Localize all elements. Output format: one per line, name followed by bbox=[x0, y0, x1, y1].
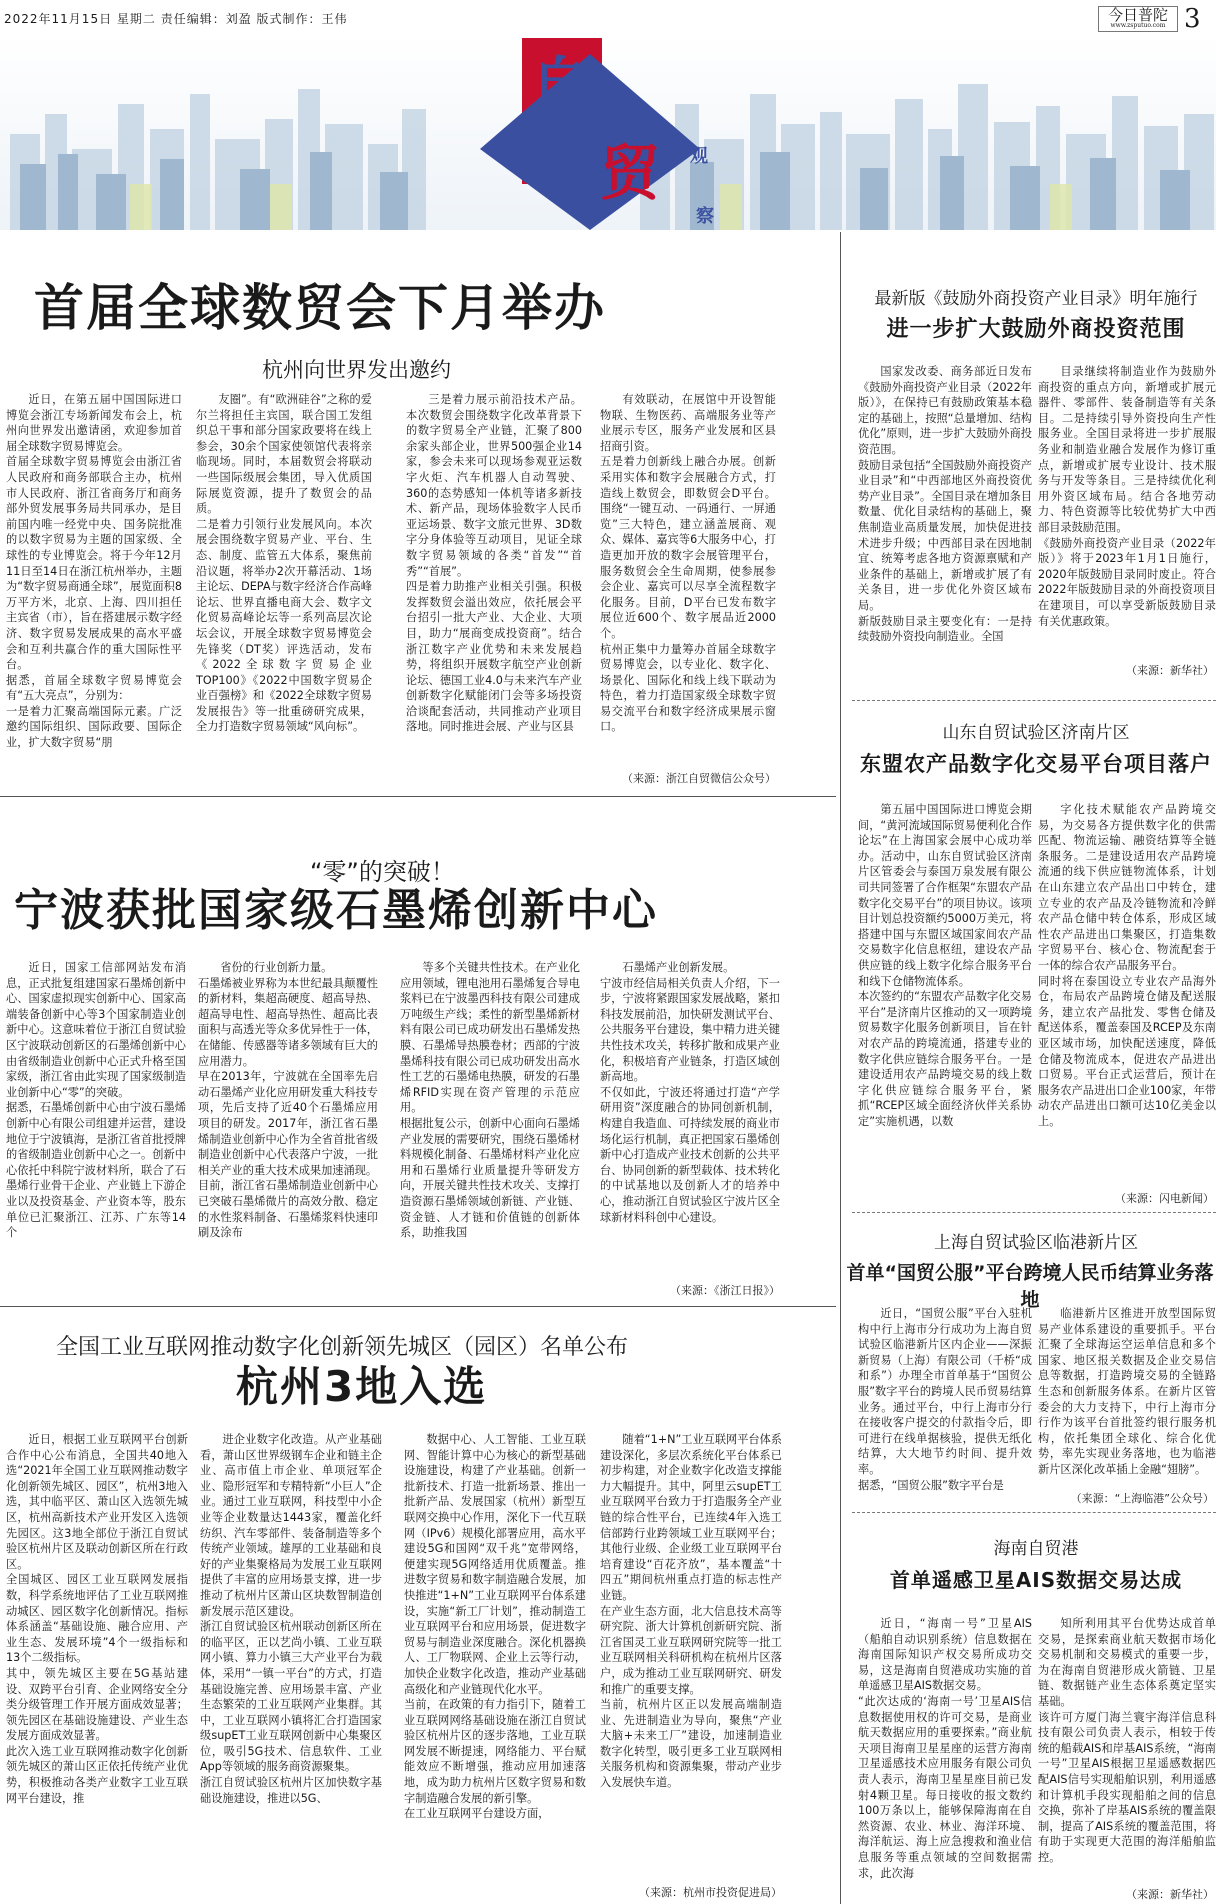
kicker-side1: 最新版《鼓励外商投资产业目录》明年施行 bbox=[874, 289, 1198, 309]
headline-side1: 进一步扩大鼓励外商投资范围 bbox=[886, 317, 1186, 342]
headline-article2: 宁波获批国家级石墨烯创新中心 bbox=[14, 885, 658, 936]
divider bbox=[0, 796, 836, 797]
side3-source: （来源：“上海临港”公众号） bbox=[1070, 1492, 1214, 1505]
article1-col-2: 友圈”。有“欧洲硅谷”之称的爱尔兰将担任主宾国，联合国工发组织总干事和部分国家政要将在线上参会，30余个国家使领馆代表将亲临现场。同时，本届数贸会将联动一些国际级展会集团，导入优质国际展览资源，提升了数贸会的品质。 二是着力引领行业发展风向。本次展会围绕数字贸易产业、平台、生态、制度、监管五大体系，聚焦前沿议题，将举办2次开幕活动、1场主论坛、DEPA与数字经济合作高峰论坛、世界直播电商大会、数字文化贸易高峰论坛等一系列高层次论坛会议，开展全球数字贸易博览会先锋奖（DT奖）评选活动，发布《2022全球数字贸易企业TOP100》《2022中国数字贸易企业百强榜》和《2022全球数字贸易发展报告》等一批重磅研究成果，全力打造数字贸易领域“风向标”。 bbox=[196, 393, 372, 734]
banner-skyline bbox=[0, 34, 1216, 230]
divider bbox=[852, 700, 1216, 701]
article1-source: （来源：浙江自贸微信公众号） bbox=[622, 772, 776, 785]
article3-col-3: 数据中心、人工智能、工业互联网、智能计算中心为核心的新型基础设施建设，构建了产业基础。创新一批新技术、打造一批新场景、推出一批新产品、发展国家（杭州）新型互联网交换中心作用，深化下一代互联网（IPv6）规模化部署应用，高水平建设5G和国网“双千兆”宽带网络，便建实现5G网络适用优质覆盖。推进数字贸易和数字制造融合发展，加快推进“1+N”工业互联网平台体系建设，实施“新工厂计划”，推动制造工业互联网平台和应用场景，促进数字贸易与制造业深度融合。深化机器换人、工厂物联网、企业上云等行动，加快企业数字化改造，推动产业基础高级化和产业链现代化水平。 当前，在政策的有力指引下，随着工业互联网网络基础设施在浙江自贸试验区杭州片区的逐步落地，工业互联网发展不断提速，网络能力、平台赋能效应不断增强，推动应用加速落地，成为助力杭州片区数字贸易和数字制造融合发展的新引擎。 在工业互联网平台建设方面， bbox=[404, 1433, 586, 1821]
headline-article1: 首届全球数贸会下月举办 bbox=[34, 279, 606, 337]
article2-col-3: 等多个关键共性技术。在产业化应用领域，锂电池用石墨烯复合导电浆料已在宁波墨西科技有限公司建成万吨级生产线；柔性的新型墨烯新材料有限公司已成功研发出石墨烯发热膜、石墨烯导热膜卷材；西部的宁波墨烯科技有限公司已成功研发出高水性工艺的石墨烯电热膜，研发的石墨烯RFID实现在资产管理的示范应用。 根据批复公示，创新中心面向石墨烯产业发展的需要研究，围绕石墨烯材料规模化制备、石墨烯材料产业化应用和石墨烯行业质量提升等研发方向，开展关键共性技术攻关、支撑打造资源石墨烯领域创新链、产业链、资金链、人才链和价值链的创新体系，助推我国 bbox=[400, 961, 580, 1240]
banner-char-1: 自 bbox=[530, 51, 590, 121]
article2-source: （来源：《浙江日报》） bbox=[670, 1284, 780, 1297]
banner-char-3: 观 bbox=[690, 146, 708, 167]
article1-col-1: 近日，在第五届中国国际进口博览会浙江专场新闻发布会上，杭州向世界发出邀请函，欢迎参加首届全球数字贸易博览会。 首届全球数字贸易博览会由浙江省人民政府和商务部联合主办，杭州市人民政府、浙江省商务厅和商务部外贸发展事务局共同承办，是目前国内唯一经党中央、国务院批准的以数字贸易为主题的国家级、全球性的专业博览会。将于今年12月11日至14日在浙江杭州举办，主题为“数字贸易商通全球”，展览面积8万平方米，北京、上海、四川担任主宾省（市），旨在搭建展示数字经济、数字贸易发展成果的高水平盛会和互利共赢合作的重大国际性平台。 据悉，首届全球数字贸易博览会有“五大亮点”，分别为： 一是着力汇聚高端国际元素。广泛邀约国际组织、国际政要、国际企业，扩大数字贸易“朋 bbox=[6, 393, 182, 750]
logo-text: 今日普陀 bbox=[1107, 6, 1168, 24]
headline-side2: 东盟农产品数字化交易平台项目落户 bbox=[860, 752, 1212, 776]
article2-col-1: 近日，国家工信部网站发布消息，正式批复组建国家石墨烯创新中心、国家虚拟现实创新中心、国家高端装备创新中心等3个国家制造业创新中心。这意味着位于浙江自贸试验区宁波联动创新区的石墨烯创新中心由省级制造业创新中心正式升格至国家级，浙江省由此实现了国家级制造业创新中心“零”的突破。 据悉，石墨烯创新中心由宁波石墨烯创新中心有限公司组建并运营，建设地位于宁波镇海，是浙江省首批授牌的省级制造业创新中心之一。创新中心依托中科院宁波材料所，联合了石墨烯行业骨干企业、产业链上下游企业以及投资基金、产业资本等，股东单位已汇聚浙江、江苏、广东等14个 bbox=[6, 961, 186, 1240]
kicker-side3: 上海自贸试验区临港新片区 bbox=[934, 1233, 1138, 1253]
article1-col-4: 有效联动，在展馆中开设智能物联、生物医药、高端服务业等产业展示专区，服务产业发展和区县招商引资。 五是着力创新线上融合办展。创新采用实体和数字会展融合方式，打造线上数贸会，即数贸会D平台。围绕“一键互动、一码通行、一屏通览”三大特色，建立涵盖展商、观众、媒体、嘉宾等6大服务中心，打造更加开放的数字会展管理平台，服务数贸会全生命周期，使参展参会企业、嘉宾可以尽享全流程数字化服务。目前，D平台已发布数字展位近600个、数字展品近2000个。 杭州正集中力量筹办首届全球数字贸易博览会，以专业化、数字化、场景化、国际化和线上线下联动为特色，着力打造国家级全球数字贸易交流平台和数字经济成果展示窗口。 bbox=[600, 393, 776, 734]
page-number: 3 bbox=[1184, 4, 1201, 34]
newspaper-logo bbox=[1098, 6, 1178, 32]
side4-col-1: 近日，“海南一号”卫星AIS（船舶自动识别系统）信息数据在海南国际知识产权交易所成功交易，这是海南自贸港成功实施的首单遥感卫星AIS数据交易。 “此次达成的‘海南一号’卫星AIS信息数据使用权的许可交易，是商业航天数据应用的重要探索。”商业航天项目海南卫星星座的运营方海南卫星遥感技术应用服务有限公司负责人表示，海南卫星星座目前已发射4颗卫星。每日接收的报文数约100万条以上，能够保障海南在自然资源、农业、林业、海洋环境、海洋航运、海上应急搜救和渔业信息服务等重点领域的空间数据需求，此次海 bbox=[858, 1617, 1032, 1880]
article2-col-2: 省份的行业创新力量。 石墨烯被业界称为本世纪最具颠覆性的新材料，集超高硬度、超高导热、超高导电性、超高导热性、超高比表面积与高透光等众多优异性于一体，在储能、传感器等诸多领域有巨大的应用潜力。 早在2013年，宁波就在全国率先启动石墨烯产业化应用研发重大科技专项，先后支持了近40个石墨烯应用项目的研发。2017年，浙江省石墨烯制造业创新中心作为全省首批省级制造业创新中心代表落户宁波，一批相关产业的重大技术成果加速涌现。 目前，浙江省石墨烯制造业创新中心已突破石墨烯微片的高效分散、稳定的水性浆料制备、石墨烯浆料快速印刷及涂布 bbox=[198, 961, 378, 1240]
side3-col-2: 临港新片区推进开放型国际贸易产业体系建设的重要抓手。平台汇聚了全球海运空运单信息和多个国家、地区报关数据及企业交易信息等数据，打造跨境交易的全链路生态和创新服务体系。在新片区管委会的大力支持下，中行上海市分行作为该平台首批签约银行服务机构，依托集团全球化、综合化优势，率先实现业务落地，也为临港新片区深化改革插上金融“翅膀”。 bbox=[1038, 1307, 1216, 1476]
side1-col-2: 目录继续将制造业作为鼓励外商投资的重点方向，新增或扩展元器件、零部件、装备制造等有关条目。二是持续引导外资投向生产性服务业。全国目录将进一步扩展服务业和制造业融合发展作为修订重点，新增或扩展专业设计、技术服务与开发等条目。三是持续优化利用外资区域布局。结合各地劳动力、特色资源等比较优势扩大中西部目录鼓励范围。 《鼓励外商投资产业目录（2022年版）》将于2023年1月1日施行，2020年版鼓励目录同时废止。符合2022年版鼓励目录的外商投资项目在建项目，可以享受新版鼓励目录有关优惠政策。 bbox=[1038, 365, 1216, 628]
side3-col-1: 近日，“国贸公服”平台入驻机构中行上海市分行成功为上海自贸试验区临港新片区内企业——深振新贸易（上海）有限公司（千桥“成和系”）办理全市首单基于“国贸公服”数字平台的跨境人民币贸易结算业务。通过平台，中行上海市分行在接收客户提交的付款指令后，即可进行在线单据核验，提供无纸化结算，大大地节约时间、提升效率。 据悉，“国贸公服”数字平台是 bbox=[858, 1307, 1032, 1492]
article2-col-4: 石墨烯产业创新发展。 宁波市经信局相关负责人介绍，下一步，宁波将紧跟国家发展战略，紧扣科技发展前沿，加快研发测试平台、公共服务平台建设，集中精力进关键共性技术攻关，转移扩散和成果产业化，积极培育产业链条，打造区域创新高地。 不仅如此，宁波还将通过打造“产学研用资”深度融合的协同创新机制，构建自我造血、可持续发展的商业市场化运行机制，真正把国家石墨烯创新中心打造成产业技术创新的公共平台、协同创新的新型载体、技术转化的中试基地以及创新人才的培养中心，推动浙江自贸试验区宁波片区全球新材料科创中心建设。 bbox=[600, 961, 780, 1224]
kicker-side4: 海南自贸港 bbox=[993, 1539, 1079, 1559]
kicker-article2: “零”的突破！ bbox=[310, 858, 455, 886]
divider bbox=[852, 1512, 1216, 1513]
article3-col-1: 近日，根据工业互联网平台创新合作中心公布消息，全国共40地入选“2021年全国工业互联网推动数字化创新领先城区、园区”，杭州3地入选，其中临平区、萧山区入选领先城区，杭州高新技术产业开发区入选领先园区。这3地全部位于浙江自贸试验区杭州片区及联动创新区所在行政区。 全国城区、园区工业互联网发展指数，科学系统地评估了工业互联网推动城区、园区数字化创新情况。指标体系涵盖“基础设施、融合应用、产业生态、发展环境”4个一级指标和13个二级指标。 其中，领先城区主要在5G基站建设、双跨平台引育、企业网络安全分类分级管理工作开展方面成效显著；领先园区在基础设施建设、产业生态发展方面成效显著。 此次入选工业互联网推动数字化创新领先城区的萧山区正依托传统产业优势，积极推动各类产业数字工业互联网平台建设，推 bbox=[6, 1433, 188, 1805]
banner-char-2: 贸 bbox=[600, 139, 660, 209]
column-divider bbox=[840, 232, 841, 1904]
side2-source: （来源：闪电新闻） bbox=[1115, 1192, 1214, 1205]
article1-col-3: 三是着力展示前沿技术产品。本次数贸会围绕数字化改革背景下的数字贸易全产业链，汇聚了800余家头部企业，世界500强企业14家，参会未来可以现场参观亚运数字火炬、汽车机器人自动驾驶、360的态势感知一体机等诸多新技术、新产品，现场体验数字人民币亚运场景、数字文旅元世界、3D数字分身体验等互动项目，见证全球数字贸易领域的各类“首发”“首秀”“首展”。 四是着力助推产业相关引强。积极发挥数贸会溢出效应，依托展会平台招引一批大产业、大企业、大项目，助力“展商变成投资商”。结合浙江数字产业优势和未来发展趋势，将组织开展数字航空产业创新论坛、德国工业4.0与未来汽车产业创新数字化赋能闭门会等多场投资洽谈配套活动，共同推动产业项目落地。同时推进会展、产业与区县 bbox=[406, 393, 582, 734]
side1-source: （来源：新华社） bbox=[1126, 664, 1214, 677]
article3-col-4: 随着“1+N”工业互联网平台体系建设深化，多层次系统化平台体系已初步构建，对企业数字化改造支撑能力大幅提升。其中，阿里云supET工业互联网平台致力于打造服务全产业链的综合性平台，已连续4年入选工信部跨行业跨领域工业互联网平台；其他行业级、企业级工业互联网平台培育建设“百花齐放”，基本覆盖“十四五”期间杭州重点打造的标志性产业链。 在产业生态方面，北大信息技术高等研究院、浙大计算机创新研究院、浙江省国灵工业互联网研究院等一批工业互联网相关科研机构在杭州片区落户，成为推动工业互联网研究、研发和推广的重要支撑。 当前，杭州片区正以发展高端制造业、先进制造业为导向，聚焦“产业大脑+未来工厂”建设，加速制造业数字化转型，吸引更多工业互联网相关服务机构和资源集聚，带动产业步入发展快车道。 bbox=[600, 1433, 782, 1790]
article3-source: （来源：杭州市投资促进局） bbox=[639, 1886, 782, 1899]
headline-article3: 杭州3地入选 bbox=[236, 1362, 488, 1411]
side2-col-2: 字化技术赋能农产品跨境交易，为交易各方提供数字化的供需匹配、物流运输、融资结算等全链条服务。二是建设适用农产品跨境流通的线下供应链物流体系，计划在山东建立农产品出口中转仓，建立专业的农产品及冷链物流和冷鲜农产品仓储中转仓体系，形成区域性农产品进出口集聚区，打造集数字贸易平台、核心仓、物流配套于一体的综合农产品服务平台。 同时将在泰国设立专业农产品海外仓，布局农产品跨境仓储及配送服务，建立农产品批发、零售仓储及配送体系，覆盖泰国及RCEP及东南亚区域市场，加快配送速度，降低仓储及物流成本，促进农产品进出口贸易。平台正式运营后，预计在服务农产品进出口企业100家，年带动农产品进出口额可达10亿美金以上。 bbox=[1038, 803, 1216, 1128]
date-line: 2022年11月15日 星期二 责任编辑：刘盈 版式制作：王伟 bbox=[4, 12, 348, 26]
divider bbox=[852, 1212, 1216, 1213]
banner-char-4: 察 bbox=[696, 206, 714, 227]
subhead-article1: 杭州向世界发出邀约 bbox=[262, 358, 451, 382]
side4-col-2: 知所利用其平台优势达成首单交易，是探索商业航天数据市场化交易机制和交易模式的重要一步，为在海南自贸港形成火箭链、卫星链、数据链产业生态体系奠定坚实基础。 该许可方厦门海兰寰宇海洋信息科技有限公司负责人表示，相较于传统的船载AIS和岸基AIS系统，“海南一号”卫星AIS根据卫星遥感数据匹配AIS信号实现船舶识别，利用遥感和计算机手段实现船舶之间的信息交换，弥补了岸基AIS系统的覆盖限制，提高了AIS系统的覆盖范围，将有助于实现更大范围的海洋船舶监控。 bbox=[1038, 1617, 1216, 1864]
headline-side4: 首单遥感卫星AIS数据交易达成 bbox=[889, 1568, 1183, 1592]
side2-col-1: 第五届中国国际进口博览会期间，“黄河流域国际贸易便利化合作论坛”在上海国家会展中心成功举办。活动中，山东自贸试验区济南片区管委会与泰国万泉发展有限公司共同签署了合作框架“东盟农产品数字化交易平台”的项目协议。该项目计划总投资额约5000万美元，将搭建中国与东盟区域国家间农产品交易数字化信息枢纽，建设农产品供应链的线上数字化综合服务平台和线下仓储物流体系。 本次签约的“东盟农产品数字化交易平台”是济南片区推动的又一项跨境贸易数字化服务创新项目，旨在针对农产品的跨境流通，搭建专业的数字化供应链综合服务平台。一是建设适用农产品跨境交易的线上数字化供应链综合服务平台，紧抓“RCEP区域全面经济伙伴关系协定”实施机遇，以数 bbox=[858, 803, 1032, 1128]
side4-source: （来源：新华社） bbox=[1126, 1888, 1214, 1901]
logo-url: www.zsputuo.com bbox=[1110, 22, 1166, 29]
page-header bbox=[0, 0, 1216, 35]
kicker-side2: 山东自贸试验区济南片区 bbox=[942, 723, 1130, 743]
article3-col-2: 进企业数字化改造。从产业基础看，萧山区世界级钢车企业和链主企业、高市值上市企业、单项冠军企业、隐形冠军和专精特新“小巨人”企业。通过工业互联网，科技型中小企业等企业数量达1443家，覆盖化纤纺织、汽车零部件、装备制造等多个传统产业领域。雄厚的工业基础和良好的产业集聚格局为发展工业互联网提供了丰富的应用场景支撑，进一步推动了杭州片区萧山区块数智制造创新发展示范区建设。 浙江自贸试验区杭州联动创新区所在的临平区，正以艺尚小镇、工业互联网小镇、算力小镇三大产业平台为载体，采用“一镇一平台”的方式，打造基础设施完善、应用场景丰富、产业生态繁荣的工业互联网产业集群。其中，工业互联网小镇将汇合打造国家级supET工业互联网创新中心集聚区位，吸引5G技术、信息软件、工业App等领域的服务商资源聚集。 浙江自贸试验区杭州片区加快数字基础设施建设，推进以5G、 bbox=[200, 1433, 382, 1805]
headline-side3: 首单“国贸公服”平台跨境人民币结算业务落地 bbox=[846, 1262, 1214, 1311]
divider bbox=[0, 1306, 836, 1307]
kicker-article3: 全国工业互联网推动数字化创新领先城区（园区）名单公布 bbox=[56, 1335, 629, 1360]
side1-col-1: 国家发改委、商务部近日发布《鼓励外商投资产业目录（2022年版）》，在保持已有鼓励政策基本稳定的基础上，按照“总量增加、结构优化”原则，进一步扩大鼓励外商投资范围。 鼓励目录包括“全国鼓励外商投资产业目录”和“中西部地区外商投资优势产业目录”。全国目录在增加条目数量、优化目录结构的基础上，聚焦制造业高质量发展，加快促进技术进步升级；中西部目录在因地制宜、统筹考虑各地方资源禀赋和产业条件的基础上，新增或扩展了有关条目，进一步优化外资区域布局。 新版鼓励目录主要变化有：一是持续鼓励外资投向制造业。全国 bbox=[858, 365, 1032, 644]
